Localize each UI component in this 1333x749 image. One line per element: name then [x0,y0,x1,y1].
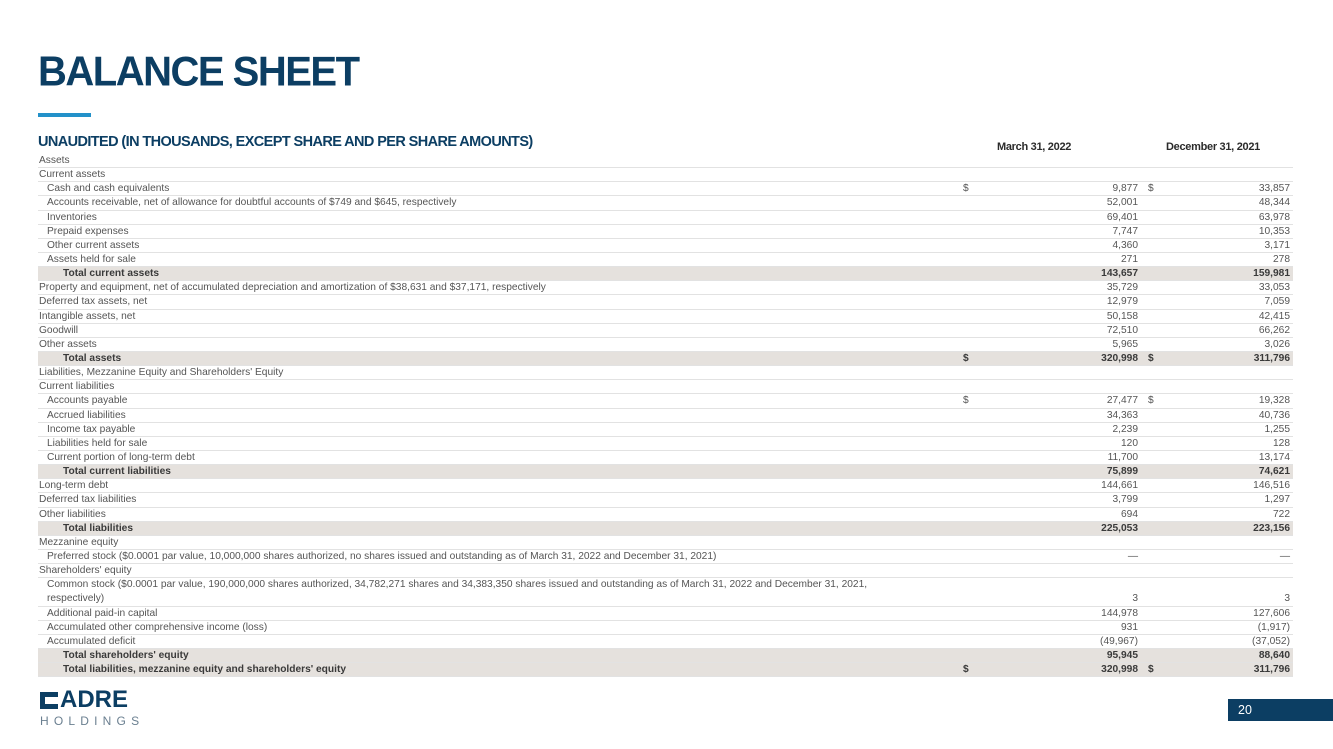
value-march-2022: 3 [1132,593,1138,605]
value-march-2022: (49,967) [1100,635,1138,647]
table-row [38,338,1293,352]
row-label: Property and equipment, net of accumulated depreciation and amortization of $38,631 and $37,171, respectively [39,282,546,294]
value-march-2022: 225,053 [1101,522,1138,534]
row-label: Intangible assets, net [39,310,136,322]
total-row [38,465,1293,479]
value-december-2021: 159,981 [1253,268,1290,280]
row-label: Current liabilities [39,381,115,393]
table-row [38,550,1293,564]
value-december-2021: 146,516 [1253,480,1290,492]
total-row [38,649,1293,663]
table-row [38,437,1293,451]
currency-symbol: $ [963,183,969,195]
currency-symbol: $ [963,664,969,676]
row-label: Total current liabilities [63,466,171,478]
value-december-2021: 128 [1273,437,1290,449]
value-december-2021: (37,052) [1252,635,1290,647]
table-row [38,394,1293,408]
value-march-2022: 7,747 [1112,225,1138,237]
row-label: Accumulated other comprehensive income (loss) [47,621,268,633]
value-december-2021: 311,796 [1253,664,1290,676]
value-december-2021: 311,796 [1253,352,1290,364]
value-march-2022: 69,401 [1106,211,1138,223]
row-label: Accrued liabilities [47,409,126,421]
value-march-2022: 271 [1121,253,1138,265]
logo-subtext: HOLDINGS [40,714,145,728]
value-march-2022: 52,001 [1106,197,1138,209]
value-december-2021: 33,053 [1258,282,1290,294]
row-label: Total current assets [63,268,160,280]
page-title: BALANCE SHEET [38,48,359,96]
value-december-2021: 223,156 [1253,522,1290,534]
table-row [38,409,1293,423]
value-march-2022: 27,477 [1106,395,1138,407]
row-label: Total assets [63,352,122,364]
value-march-2022: 9,877 [1112,183,1138,195]
table-row [38,211,1293,225]
value-march-2022: 4,360 [1112,239,1138,251]
value-december-2021: — [1279,550,1290,562]
table-row [38,451,1293,465]
value-december-2021: 13,174 [1258,451,1290,463]
value-march-2022: 931 [1121,621,1138,633]
value-december-2021: 3,171 [1264,239,1290,251]
value-december-2021: 42,415 [1258,310,1290,322]
value-march-2022: 35,729 [1106,282,1138,294]
page-number: 20 [1228,699,1333,721]
value-december-2021: 19,328 [1258,395,1290,407]
value-december-2021: 1,255 [1264,423,1290,435]
row-label: Total liabilities [63,522,134,534]
value-march-2022: 12,979 [1106,296,1138,308]
currency-symbol: $ [1148,352,1154,364]
row-label: Accounts receivable, net of allowance for doubtful accounts of $749 and $645, respectively [47,197,457,209]
company-logo [40,688,144,728]
value-december-2021: 278 [1273,253,1290,265]
value-march-2022: 72,510 [1106,324,1138,336]
row-label: Liabilities, Mezzanine Equity and Shareholders' Equity [39,367,284,379]
column-header-december-2021: December 31, 2021 [1166,141,1260,153]
table-row [38,154,1293,168]
row-label: Prepaid expenses [47,225,129,237]
table-row [38,536,1293,550]
table-row [38,196,1293,210]
row-label: Deferred tax liabilities [39,494,137,506]
currency-symbol: $ [963,395,969,407]
value-december-2021: 40,736 [1258,409,1290,421]
table-row [38,239,1293,253]
logo-bracket-icon [40,691,58,709]
value-december-2021: 722 [1273,508,1290,520]
row-label: Shareholders' equity [39,565,132,577]
row-label: Total shareholders' equity [63,649,189,661]
row-label: Deferred tax assets, net [39,296,148,308]
currency-symbol: $ [1148,183,1154,195]
total-row [38,352,1293,366]
table-row [38,310,1293,324]
table-row [38,182,1293,196]
table-row [38,380,1293,394]
value-december-2021: 3 [1284,593,1290,605]
table-row [38,366,1293,380]
table-row [38,564,1293,578]
value-march-2022: 320,998 [1101,352,1138,364]
table-row [38,423,1293,437]
value-march-2022: 95,945 [1106,649,1138,661]
total-row [38,663,1293,677]
row-label: Preferred stock ($0.0001 par value, 10,000,000 shares authorized, no shares issued and outstanding as of March 31, 2022 and December 31, 2021) [47,550,717,562]
value-march-2022: 694 [1121,508,1138,520]
total-row [38,522,1293,536]
table-row [38,508,1293,522]
table-row [38,253,1293,267]
table-row [38,493,1293,507]
table-row [38,578,1293,606]
row-label: Other liabilities [39,508,106,520]
value-december-2021: 63,978 [1258,211,1290,223]
value-march-2022: 5,965 [1112,338,1138,350]
row-label: Other current assets [47,239,140,251]
currency-symbol: $ [1148,395,1154,407]
currency-symbol: $ [963,352,969,364]
value-december-2021: 88,640 [1258,649,1290,661]
value-march-2022: 120 [1121,437,1138,449]
row-label: Mezzanine equity [39,536,119,548]
value-december-2021: 33,857 [1258,183,1290,195]
value-march-2022: 143,657 [1101,268,1138,280]
total-row [38,267,1293,281]
value-march-2022: 144,978 [1101,607,1138,619]
currency-symbol: $ [1148,664,1154,676]
table-row [38,168,1293,182]
value-march-2022: 3,799 [1112,494,1138,506]
row-label: Assets [39,155,70,166]
row-label: Income tax payable [47,423,136,435]
balance-sheet-table [38,154,1293,677]
row-label: Other assets [39,338,97,350]
table-row [38,324,1293,338]
table-row [38,635,1293,649]
row-label: Inventories [47,211,97,223]
value-march-2022: 11,700 [1107,451,1138,463]
value-december-2021: 127,606 [1253,607,1290,619]
row-label: Accumulated deficit [47,635,136,647]
table-row [38,479,1293,493]
value-december-2021: 66,262 [1258,324,1290,336]
table-row [38,621,1293,635]
row-label: Current assets [39,169,106,181]
title-underline [38,113,91,117]
table-subtitle: UNAUDITED (IN THOUSANDS, EXCEPT SHARE AND PER SHARE AMOUNTS) [38,134,533,150]
value-december-2021: 7,059 [1264,296,1290,308]
value-march-2022: — [1127,550,1138,562]
value-march-2022: 2,239 [1112,423,1138,435]
value-december-2021: 48,344 [1258,197,1290,209]
row-label: Common stock ($0.0001 par value, 190,000,000 shares authorized, 34,782,271 shares and 34,383,350 shares issued and outstanding as of March 31, 2022 and December 31, 2021, respectively) [47,579,868,605]
table-row [38,281,1293,295]
row-label: Goodwill [39,324,79,336]
row-label: Long-term debt [39,480,109,492]
row-label: Current portion of long-term debt [47,451,195,463]
row-label: Liabilities held for sale [47,437,148,449]
row-label: Cash and cash equivalents [47,183,170,195]
value-march-2022: 144,661 [1101,480,1138,492]
value-december-2021: (1,917) [1257,621,1290,633]
row-label: Total liabilities, mezzanine equity and shareholders' equity [63,664,347,676]
logo-wordmark: ADRE [60,686,129,713]
row-label: Additional paid-in capital [47,607,158,619]
value-december-2021: 3,026 [1264,338,1290,350]
value-december-2021: 1,297 [1264,494,1290,506]
value-december-2021: 10,353 [1258,225,1290,237]
column-header-march-2022: March 31, 2022 [997,141,1072,153]
value-march-2022: 50,158 [1106,310,1138,322]
value-march-2022: 75,899 [1106,466,1138,478]
table-row [38,607,1293,621]
value-december-2021: 74,621 [1258,466,1290,478]
table-row [38,295,1293,309]
row-label: Assets held for sale [47,253,136,265]
value-march-2022: 34,363 [1106,409,1138,421]
value-march-2022: 320,998 [1101,664,1138,676]
row-label: Accounts payable [47,395,128,407]
table-row [38,225,1293,239]
